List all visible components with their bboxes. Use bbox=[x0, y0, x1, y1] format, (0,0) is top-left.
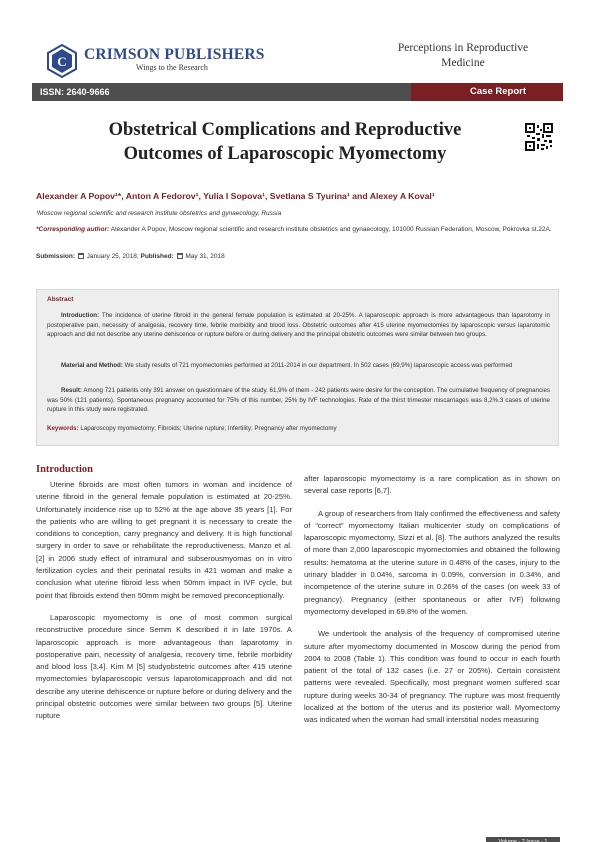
abstract-intro-label: Introduction: bbox=[61, 312, 100, 319]
submission-label: Submission: bbox=[36, 253, 76, 260]
svg-text:C: C bbox=[57, 54, 67, 69]
body-paragraph: We undertook the analysis of the frequency of compromised uterine suture after myomectomy documented in Moscow during the period from 2004 to 2008 (Table 1). This condition was found to occur in each fourth patient of the total of 132 cases (i.e. 27 or 205%). Certain consistent patterns were revealed. Specifically, most pregnant women suffered scar rupture during weeks 30-34 of pregnancy. The rupture was most frequently localized at the bottom of the uterus and its posterior wall. Myomectomy was indicated when the woman had small interstitial nodes measuring bbox=[304, 629, 560, 725]
affiliation: ¹Moscow regional scientific and research institute obstetrics and gynaecology, Russia bbox=[36, 210, 282, 217]
submission-date: January 25, 2018; bbox=[86, 253, 139, 260]
left-column bbox=[36, 479, 292, 723]
publisher-tagline: Wings to the Research bbox=[136, 63, 208, 72]
abstract-introduction bbox=[47, 311, 550, 340]
publisher-name: CRIMSON PUBLISHERS bbox=[84, 46, 265, 63]
abstract-intro-text: The incidence of uterine fibroid in the general female population is estimated at 20-25%. A laparoscopic approach is more advantageous than laparotomy in postoperative pain, necessity of analgesia, recovery time, febrile morbidity and blood loss. Obstetric outcomes after 415 uterine myomectomies by laparoscopic versus laparotomic approach and did not describe any uterine dehiscence or rupture before or during delivery and the principal obstetric outcomes were similar between two groups. bbox=[47, 312, 550, 338]
body-paragraph: A group of researchers from Italy confirmed the effectiveness and safety of “correct” myomectomy Italian multicenter study on complications of laparoscopic myomectomy, Sizzi et al. [8]. The authors analyzed the results of more than 2,000 laparoscopic myomectomies and obtained the following results: hematoma at the uterine suture in 0.48% of the cases, injury to the urinary bladder in 0.04%, sarcoma in 0.09%, conversion in 0.34%, and incompetence of the uterine suture in 0.26% of the cases (on week 33 of pregnancy). Pregnancy (either spontaneous or after IVF) following myomectomy developed in 69.8% of the women. bbox=[304, 508, 560, 616]
calendar-icon bbox=[78, 253, 84, 259]
abstract-methods-label: Material and Method: bbox=[61, 362, 123, 369]
calendar-icon bbox=[177, 253, 183, 259]
qr-code-icon[interactable] bbox=[525, 123, 553, 151]
journal-title: Perceptions in Reproductive Medicine bbox=[397, 42, 529, 69]
article-type: Case Report bbox=[470, 86, 526, 97]
issn: ISSN: 2640-9666 bbox=[40, 87, 110, 97]
body-paragraph: after laparoscopic myomectomy is a rare complication as in shown on several case reports [6,7]. bbox=[304, 474, 560, 496]
published-date: May 31, 2018 bbox=[185, 253, 225, 260]
abstract-methods bbox=[47, 361, 550, 371]
corresponding-label: *Corresponding author: bbox=[36, 226, 110, 233]
published-label: Published: bbox=[140, 253, 174, 260]
corresponding-text: Alexander A Popov, Moscow regional scientific and research institute obstetrics and gynaecology, 101000 Russian Federation, Moscow, Pokrovka st.22A. bbox=[110, 226, 552, 233]
corresponding-author bbox=[36, 225, 556, 235]
body-paragraph: Laparoscopic myomectomy is one of most common surgical reconstructive procedure since Semm K described it in late 1970s. A laparoscopic approach is more advantageous than laparotomy in postoperative pain, necessity of analgesia, recovery time, febrile morbidity and blood loss [3,4]. Kim M [5] studyobstetric outcomes after 415 uterine myomectomies bylaparoscopic versus laparotomicapproach and did not describe any uterine dehiscence or rupture before or during delivery and the principal obstetric outcomes were similar between two groups [5]. Uterine rupture bbox=[36, 612, 292, 721]
abstract-methods-text: We study results of 721 myomectomies performed at 2011-2014 in our department. In 502 cases (69,9%) laparoscopic access was performed bbox=[124, 362, 513, 369]
abstract-result bbox=[47, 386, 550, 415]
keywords-label: Keywords: bbox=[47, 425, 79, 432]
publisher-logo-icon bbox=[47, 44, 77, 78]
abstract-heading: Abstract bbox=[47, 296, 74, 303]
section-heading-introduction: Introduction bbox=[36, 464, 93, 475]
abstract-result-text: Among 721 patients only 391 answer on questionnaire of the study. 61,9% of them - 242 patients were desire for the conception. The cumulative frequency of pregnancies was 50% (121 patients). Spontaneous pregnancy accounted for 75% of this number, 25% by IVF technologies. Rate of the thirst trimester miscarriages was 8,2%.3 cases of uterine rupture in this study were registrated. bbox=[47, 387, 550, 413]
keywords bbox=[47, 425, 550, 432]
right-column bbox=[304, 473, 560, 727]
article-dates bbox=[36, 253, 225, 260]
keywords-text: Laparoscopy myomectomy; Fibroids; Uterine rupture; Infertility; Pregnancy after myomectomy bbox=[80, 425, 337, 432]
author-list: Alexander A Popov¹*, Anton A Fedorov¹, Yulia I Sopova¹, Svetlana S Tyurina¹ and Alexey A Koval¹ bbox=[36, 191, 435, 201]
volume-issue: Volume - 2 Issue - 1 bbox=[498, 839, 548, 842]
body-paragraph: Uterine fibroids are most often tumors in woman and incidence of uterine fibroid in the general female population is estimated at 20-25%. Unfortunately incidence rise up to 52% at the age above 35 years [1]. For the patients who are willing to get pregnant it is necessary to create the conditions to conception, carry pregnancy and delivery. It is high functional surgery in order to save or rehabilitate the reproductiveness. Manzo et al. [2] in 2006 study effect of intramural and subserousmyomas on in vitro fertilization cycles and their perinatal results in 421 woman and make a conclusion what uterine fibroid less when 50mm impact in IVF cycle, but point that fibroids extend then 50mm might be removed preconceptionally. bbox=[36, 480, 292, 600]
article-title: Obstetrical Complications and Reproductive Outcomes of Laparoscopic Myomectomy bbox=[108, 120, 462, 164]
abstract-result-label: Result: bbox=[61, 387, 82, 394]
